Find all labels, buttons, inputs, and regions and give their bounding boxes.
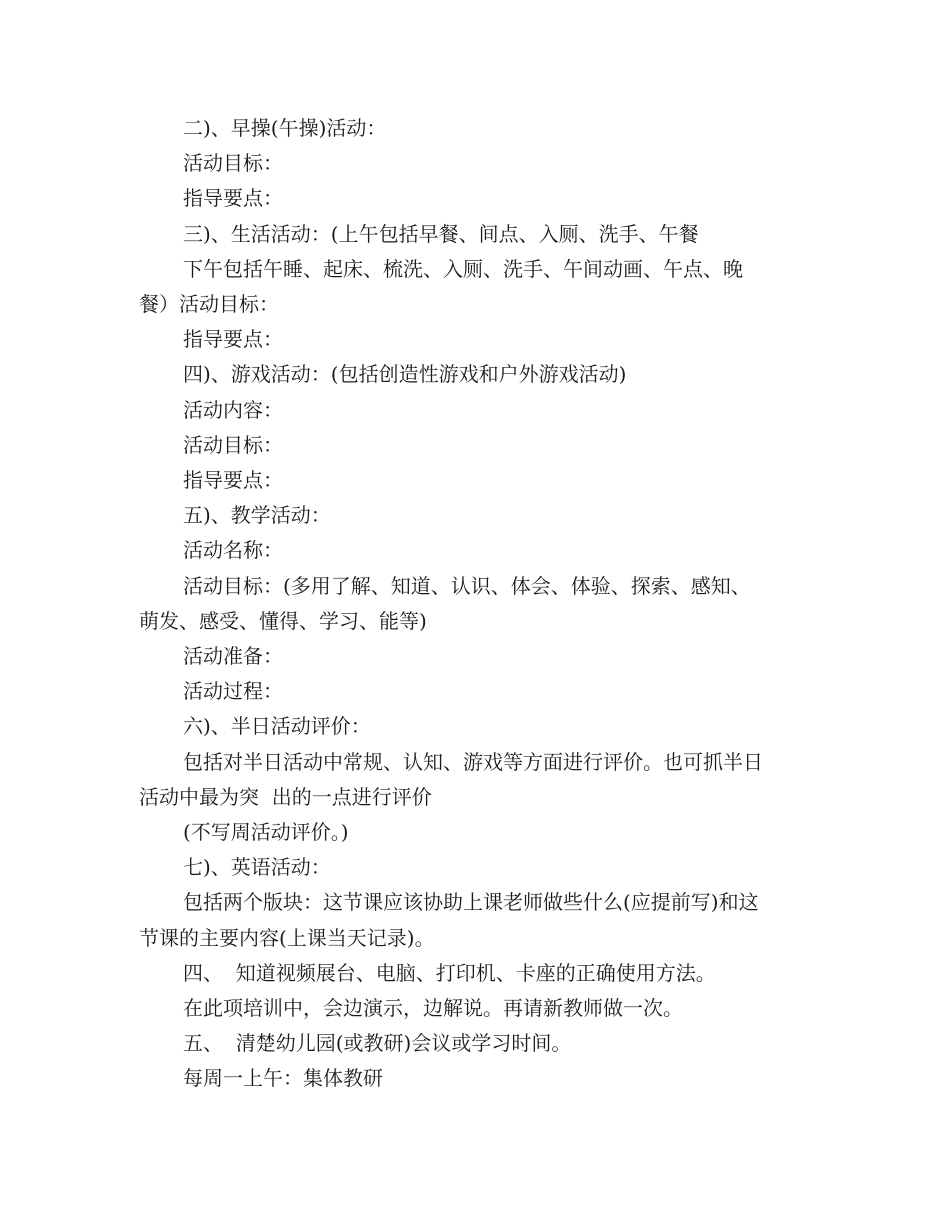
text-line: 四)、游戏活动：(包括创造性游戏和户外游戏活动) xyxy=(183,362,627,387)
text-line: 三)、生活活动：(上午包括早餐、间点、入厕、洗手、午餐 xyxy=(183,221,699,246)
text-line: 活动目标： xyxy=(183,151,283,176)
text-line: 二)、早操(午操)活动： xyxy=(183,116,387,140)
text-line: 四、 知道视频展台、电脑、打印机、卡座的正确使用方法。 xyxy=(183,960,716,985)
text-line: 活动目标：(多用了解、知道、认识、体会、体验、探索、感知、 xyxy=(183,573,751,598)
text-line: 指导要点： xyxy=(183,468,283,493)
text-line: 活动过程： xyxy=(183,679,283,704)
text-line: 下午包括午睡、起床、梳洗、入厕、洗手、午间动画、午点、晚 xyxy=(183,256,743,281)
text-line: 节课的主要内容(上课当天记录)。 xyxy=(139,925,435,950)
text-line: 七)、英语活动： xyxy=(183,855,331,880)
text-line: 活动内容： xyxy=(183,397,283,422)
document-body xyxy=(139,111,819,1097)
text-line: 活动中最为突 出的一点进行评价 xyxy=(139,784,432,809)
text-line: 活动目标： xyxy=(183,432,283,457)
text-line: 每周一上午：集体教研 xyxy=(183,1066,383,1091)
text-line: 指导要点： xyxy=(183,186,283,211)
text-line: 指导要点： xyxy=(183,327,283,352)
text-line: 餐）活动目标： xyxy=(139,292,279,317)
text-line: 五)、教学活动： xyxy=(183,503,331,528)
text-line: 包括两个版块：这节课应该协助上课老师做些什么(应提前写)和这 xyxy=(183,890,759,915)
text-line: 五、 清楚幼儿园(或教研)会议或学习时间。 xyxy=(183,1031,572,1056)
text-line: 活动准备： xyxy=(183,644,283,669)
text-line: 在此项培训中，会边演示，边解说。再请新教师做一次。 xyxy=(183,996,683,1021)
text-line: 萌发、感受、懂得、学习、能等) xyxy=(139,608,427,633)
text-line: 包括对半日活动中常规、认知、游戏等方面进行评价。也可抓半日 xyxy=(183,749,763,774)
text-line: 活动名称： xyxy=(183,538,283,563)
text-line: (不写周活动评价。) xyxy=(183,820,349,845)
text-line: 六)、半日活动评价： xyxy=(183,714,371,739)
